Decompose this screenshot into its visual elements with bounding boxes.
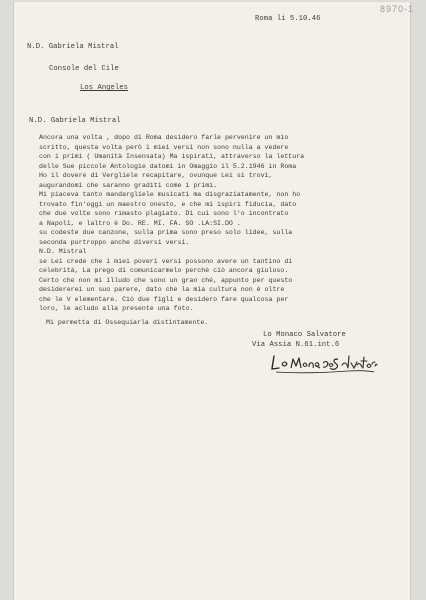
closing: Mi permetta di Ossequiarla distintamente.: [46, 319, 209, 326]
body-line: che due volte sono rimasto plagiato. Di cui sono l'o incontrato: [39, 210, 289, 217]
body-line: Ho il dovere di Vergliele recapitare, ovunque Lei si trovi,: [39, 172, 273, 179]
body-line: con i primi ( Umanità Insensata) Ma ispirati, attraverso la lettura: [39, 153, 305, 160]
body-line: scritto, questa volta però i miei versi non sono nulla a vedere: [39, 143, 289, 151]
recipient-title: Console del Cile: [49, 65, 119, 73]
body-line: loro, le acludo alla presente una foto.: [39, 305, 194, 312]
body-line: desidererei un suo parere, dato che la mia cultura non è oltre: [39, 286, 285, 293]
body-line: Mi piaceva tanto mandargliele musicati ma disgraziatamente, non ho: [39, 191, 301, 198]
body-line: Certo che non mi illudo che sono un gran ché, appunto per questo: [39, 276, 293, 284]
recipient-city: Los Angeles: [80, 84, 128, 92]
body-line: seconda purtroppo anche diversi versi.: [39, 238, 190, 246]
sender-address: Via Assia N.61.int.6: [252, 341, 340, 349]
body-line: N.D. Mistral: [39, 248, 87, 255]
body-line: se Lei crede che i miei poveri versi possono avere un tantino di: [39, 257, 293, 265]
body-line: su codeste due canzone, sulla prima sono preso solo lidee, sulla: [39, 229, 293, 236]
body-line: che le V elementare. Ciò due figli e desidero fare qualcosa per: [39, 295, 289, 303]
body-line: a Napoli, e laltro è Do. RE. MI. FA. SO .LA:SI.DO .: [39, 219, 241, 227]
body-line: augurandomi che saranno graditi come i primi.: [39, 181, 218, 189]
archive-number-mark: 8970-1: [379, 4, 414, 14]
handwritten-signature: [268, 350, 378, 376]
body-line: trovato fin'oggi un maestro onesto, e che mi ispiri fiducia, dato: [39, 200, 297, 208]
place-date: Roma li 5.10.46: [255, 15, 321, 23]
salutation: N.D. Gabriela Mistral: [29, 117, 121, 125]
recipient-name: N.D. Gabriela Mistral: [27, 43, 119, 51]
body-line: Ancora una volta , dopo di Roma desidero farle pervenire un mio: [39, 134, 289, 141]
letter-page: [13, 2, 411, 600]
body-line: delle Sue piccole Antologie datomi in Omaggio il 5.2.1946 in Roma: [39, 162, 297, 170]
body-line: celebrità, La prego di comunicarmelo perchè ciò ancora giuloso.: [39, 267, 289, 274]
sender-name: Lo Monaco Salvatore: [263, 331, 346, 339]
